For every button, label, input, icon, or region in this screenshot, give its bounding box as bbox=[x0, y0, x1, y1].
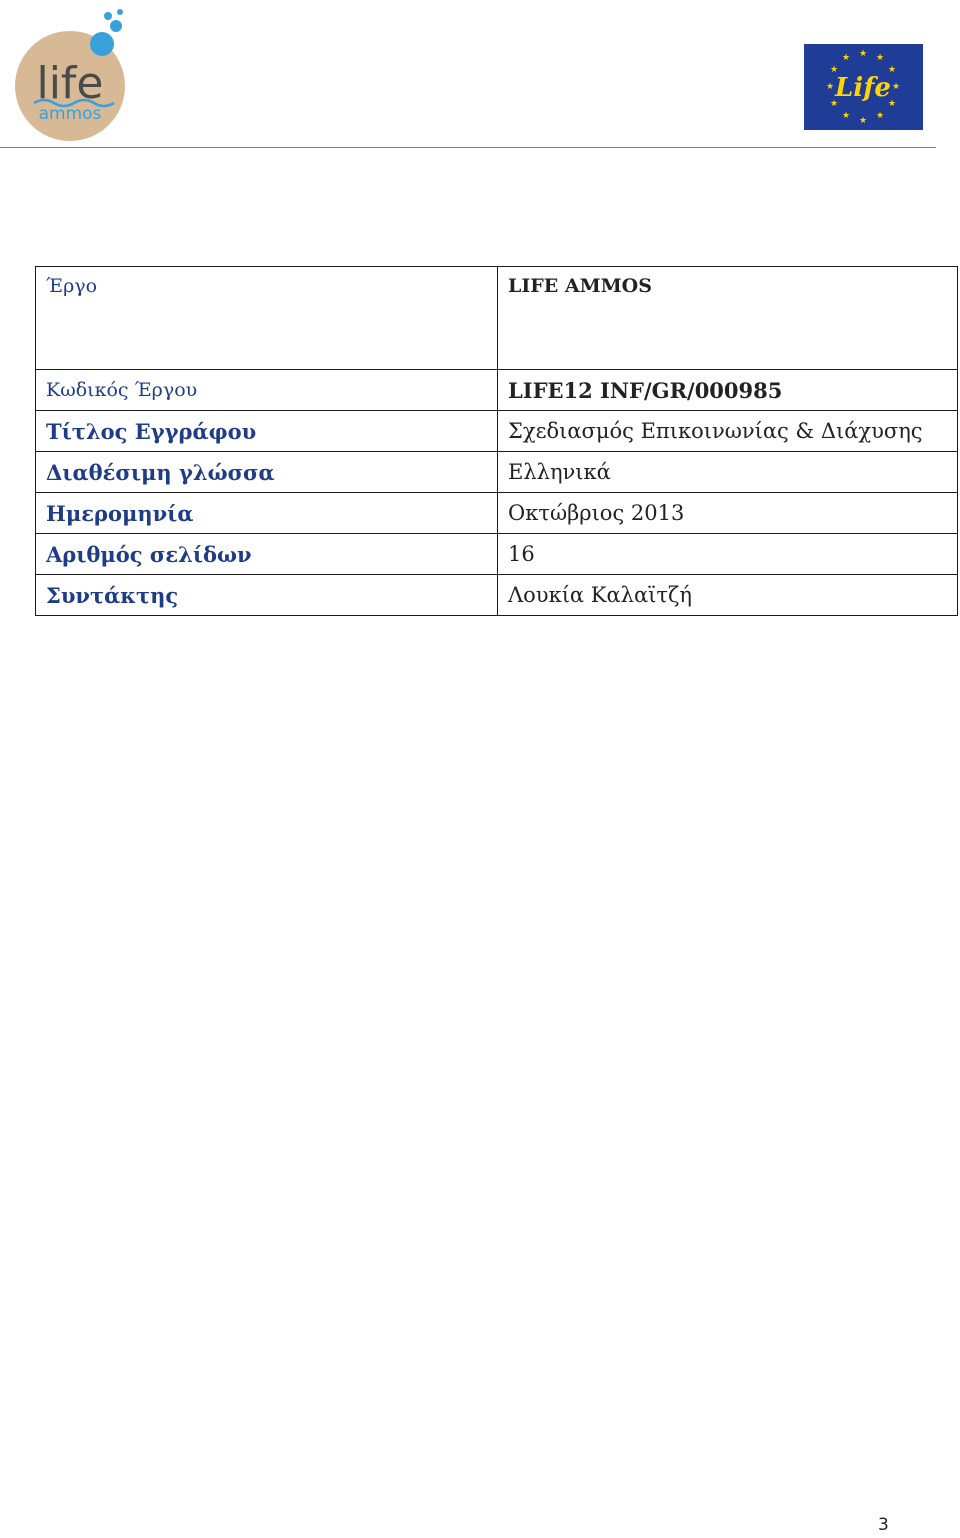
svg-text:★: ★ bbox=[887, 99, 897, 109]
logo-text-life: life bbox=[36, 58, 104, 109]
table-row bbox=[36, 370, 958, 411]
row-value: Λουκία Καλαϊτζή bbox=[498, 575, 958, 616]
svg-text:★: ★ bbox=[825, 82, 835, 92]
row-label: Έργο bbox=[36, 267, 498, 370]
row-label: Κωδικός Έργου bbox=[36, 370, 498, 411]
row-label: Ημερομηνία bbox=[36, 493, 498, 534]
row-value: Οκτώβριος 2013 bbox=[498, 493, 958, 534]
table-row bbox=[36, 575, 958, 616]
svg-text:★: ★ bbox=[858, 49, 868, 59]
table-row bbox=[36, 452, 958, 493]
svg-text:★: ★ bbox=[875, 111, 885, 121]
row-label: Συντάκτης bbox=[36, 575, 498, 616]
svg-text:★: ★ bbox=[829, 99, 839, 109]
logo-text-ammos: ammos bbox=[38, 104, 102, 124]
row-label: Αριθμός σελίδων bbox=[36, 534, 498, 575]
row-value: LIFE12 INF/GR/000985 bbox=[498, 370, 958, 411]
row-label: Διαθέσιμη γλώσσα bbox=[36, 452, 498, 493]
table-row bbox=[36, 534, 958, 575]
document-info-table bbox=[35, 266, 958, 616]
life-ammos-logo bbox=[12, 6, 134, 146]
svg-text:★: ★ bbox=[858, 116, 868, 126]
svg-text:★: ★ bbox=[891, 82, 901, 92]
svg-text:★: ★ bbox=[875, 53, 885, 63]
table-row bbox=[36, 493, 958, 534]
svg-text:★: ★ bbox=[887, 65, 897, 75]
svg-text:★: ★ bbox=[829, 65, 839, 75]
eu-logo-text: Life bbox=[835, 73, 891, 103]
page-number: 3 bbox=[878, 1515, 889, 1535]
row-value: Ελληνικά bbox=[498, 452, 958, 493]
row-value: Σχεδιασμός Επικοινωνίας & Διάχυσης bbox=[498, 411, 958, 452]
table-row bbox=[36, 411, 958, 452]
table-row bbox=[36, 267, 958, 370]
row-value: 16 bbox=[498, 534, 958, 575]
header-divider bbox=[0, 147, 936, 148]
row-label: Τίτλος Εγγράφου bbox=[36, 411, 498, 452]
svg-text:★: ★ bbox=[841, 53, 851, 63]
eu-life-logo bbox=[804, 44, 923, 130]
svg-text:★: ★ bbox=[841, 111, 851, 121]
row-value: LIFE AMMOS bbox=[498, 267, 958, 370]
